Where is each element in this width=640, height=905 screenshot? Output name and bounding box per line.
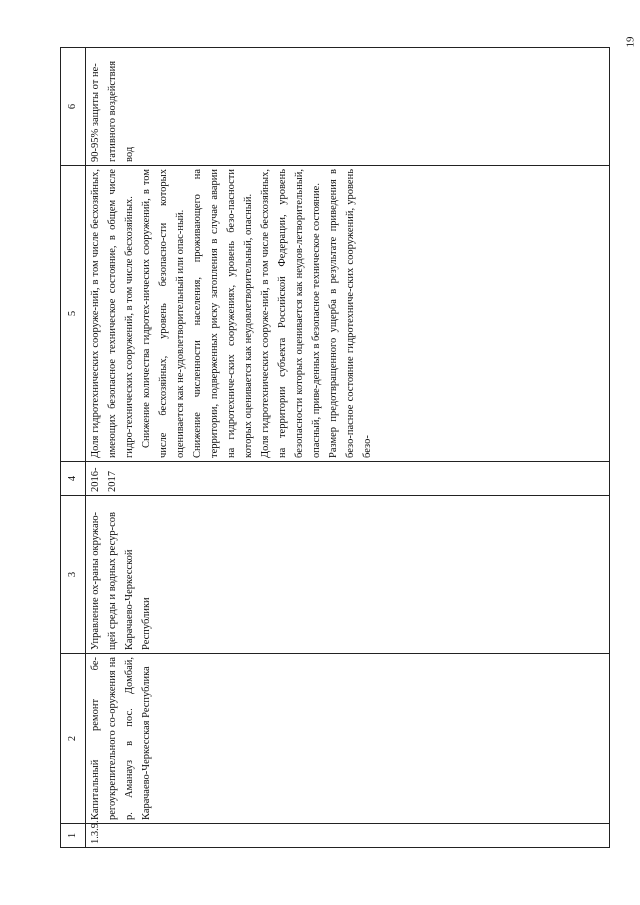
header-col-5: 5 [61, 166, 86, 462]
header-col-4: 4 [61, 462, 86, 496]
header-row [61, 48, 86, 848]
header-col-3: 3 [61, 496, 86, 654]
executor-name: Управление ох-раны окружаю-щей среды и водных ресур-сов Карачаево-Черкесской Республики [86, 496, 610, 654]
page-number: 19 [624, 36, 637, 48]
rotated-table-block [60, 48, 612, 848]
indicators-cell [86, 166, 610, 462]
indicator-paragraph: Снижение количества гидротех-нических сооружений, в том числе бесхозяйных, уровень безопасно-сти которых оценивается как не-удовлетворительный или опас-ный. [141, 169, 186, 458]
table-row [86, 48, 610, 848]
program-measures-table [60, 47, 610, 848]
period: 2016-2017 [86, 462, 610, 496]
indicator-paragraph: Снижение численности населения, проживающего на территории, подверженных риску затопления в случае аварии на гидротехниче-ских сооружениях, уровень безо-пасности которых оценивается как неудовлетворительный, опасный. [192, 169, 254, 458]
indicator-paragraph: Доля гидротехнических сооруже-ний, в том числе бесхозяйных, имеющих безопасное техническое состояние, в общем числе гидро-технических сооружений, в том числе бесхозяйных. [90, 169, 135, 458]
indicator-paragraph: Доля гидротехнических сооруже-ний, в том числе бесхозяйных, на территории субъекта Российской Федерации, уровень безопасности которых оценивается как неудов-летворительный, опасный, приве-денных в безопасное техническое состояние. [260, 169, 322, 458]
indicator-paragraph: Размер предотвращенного ущерба в результате приведения в безо-пасное состояние гидротехниче-ских сооружений, уровень безо- [328, 169, 373, 458]
expected-result: 90-95% защиты от не-гативного воздействия вод [86, 48, 610, 166]
item-number: 1.3.9. [86, 824, 610, 848]
header-col-6: 6 [61, 48, 86, 166]
measure-name: Капитальный ремонт бе-регоукрепительного со-оружения на р. Аманауз в пос. Домбай, Карачаево-Черкесская Республика [86, 654, 610, 824]
header-col-1: 1 [61, 824, 86, 848]
header-col-2: 2 [61, 654, 86, 824]
